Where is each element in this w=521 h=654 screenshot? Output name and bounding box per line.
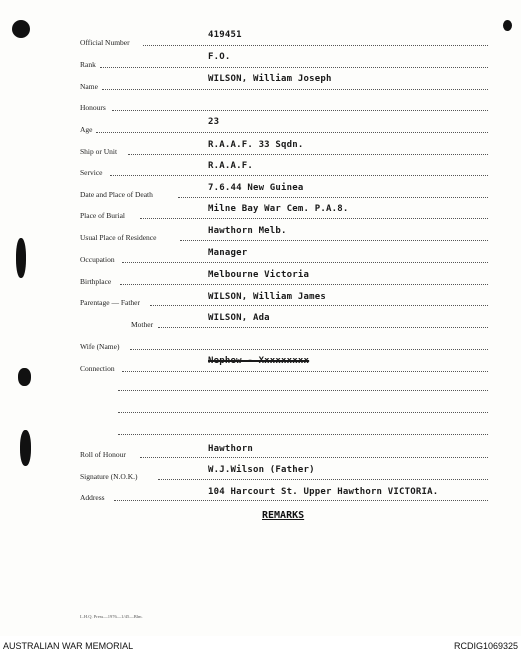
dotted-line [128,154,488,155]
dotted-line [140,457,488,458]
value-occupation: Manager [208,248,248,258]
label-usual-residence: Usual Place of Residence [80,233,157,242]
label-place-of-burial: Place of Burial [80,211,125,220]
label-ship-or-unit: Ship or Unit [80,147,118,156]
dotted-line-blank [118,412,488,413]
value-name: WILSON, William Joseph [208,74,332,84]
value-roll-of-honour: Hawthorn [208,444,253,454]
value-place-of-burial: Milne Bay War Cem. P.A.8. [208,204,349,214]
value-connection-struck: Nephew - Xxxxxxxxx [208,356,310,366]
label-signature: Signature (N.O.K.) [80,472,138,481]
punch-hole-left-3 [20,430,31,466]
value-official-number: 419451 [208,30,242,40]
label-official-number: Official Number [80,38,130,47]
dotted-line [178,197,488,198]
value-rank: F.O. [208,52,231,62]
label-service: Service [80,168,103,177]
punch-hole-left-2 [18,368,31,386]
dotted-line [100,67,488,68]
dotted-line [180,240,488,241]
dotted-line [102,89,488,90]
label-rank: Rank [80,60,96,69]
value-age: 23 [208,117,220,127]
value-birthplace: Melbourne Victoria [208,270,310,280]
value-signature: W.J.Wilson (Father) [208,465,315,475]
punch-hole-left-1 [16,238,26,278]
value-service: R.A.A.F. [208,161,253,171]
label-mother: Mother [131,320,154,329]
value-father: WILSON, William James [208,292,326,302]
value-mother: WILSON, Ada [208,313,270,323]
dotted-line [114,500,488,501]
label-address: Address [80,493,105,502]
dotted-line [110,175,488,176]
punch-hole-right [503,20,512,31]
dotted-line [143,45,488,46]
dotted-line [122,262,488,263]
dotted-line-blank [118,390,488,391]
dotted-line [112,110,488,111]
printer-imprint: L.H.Q. Press—1976—1/45—Blm. [80,614,143,619]
label-honours: Honours [80,103,106,112]
footer-record-id: RCDIG1069325 [453,641,518,651]
value-date-place-of-death: 7.6.44 New Guinea [208,183,304,193]
footer-source: AUSTRALIAN WAR MEMORIAL [3,641,134,651]
label-connection: Connection [80,364,115,373]
dotted-line [158,479,488,480]
dotted-line [96,132,488,133]
dotted-line-blank [118,434,488,435]
label-occupation: Occupation [80,255,115,264]
label-father: Parentage — Father [80,298,140,307]
label-age: Age [80,125,93,134]
dotted-line [158,327,488,328]
dotted-line [150,305,488,306]
dotted-line [130,349,488,350]
dotted-line [120,284,488,285]
remarks-heading: REMARKS [262,510,305,521]
label-wife: Wife (Name) [80,342,120,351]
dotted-line [140,218,488,219]
value-address: 104 Harcourt St. Upper Hawthorn VICTORIA. [208,487,439,497]
value-ship-or-unit: R.A.A.F. 33 Sqdn. [208,140,304,150]
punch-hole-top [12,20,30,38]
label-roll-of-honour: Roll of Honour [80,450,126,459]
label-birthplace: Birthplace [80,277,112,286]
dotted-line [122,371,488,372]
label-name: Name [80,82,98,91]
label-date-place-of-death: Date and Place of Death [80,190,153,199]
value-usual-residence: Hawthorn Melb. [208,226,287,236]
